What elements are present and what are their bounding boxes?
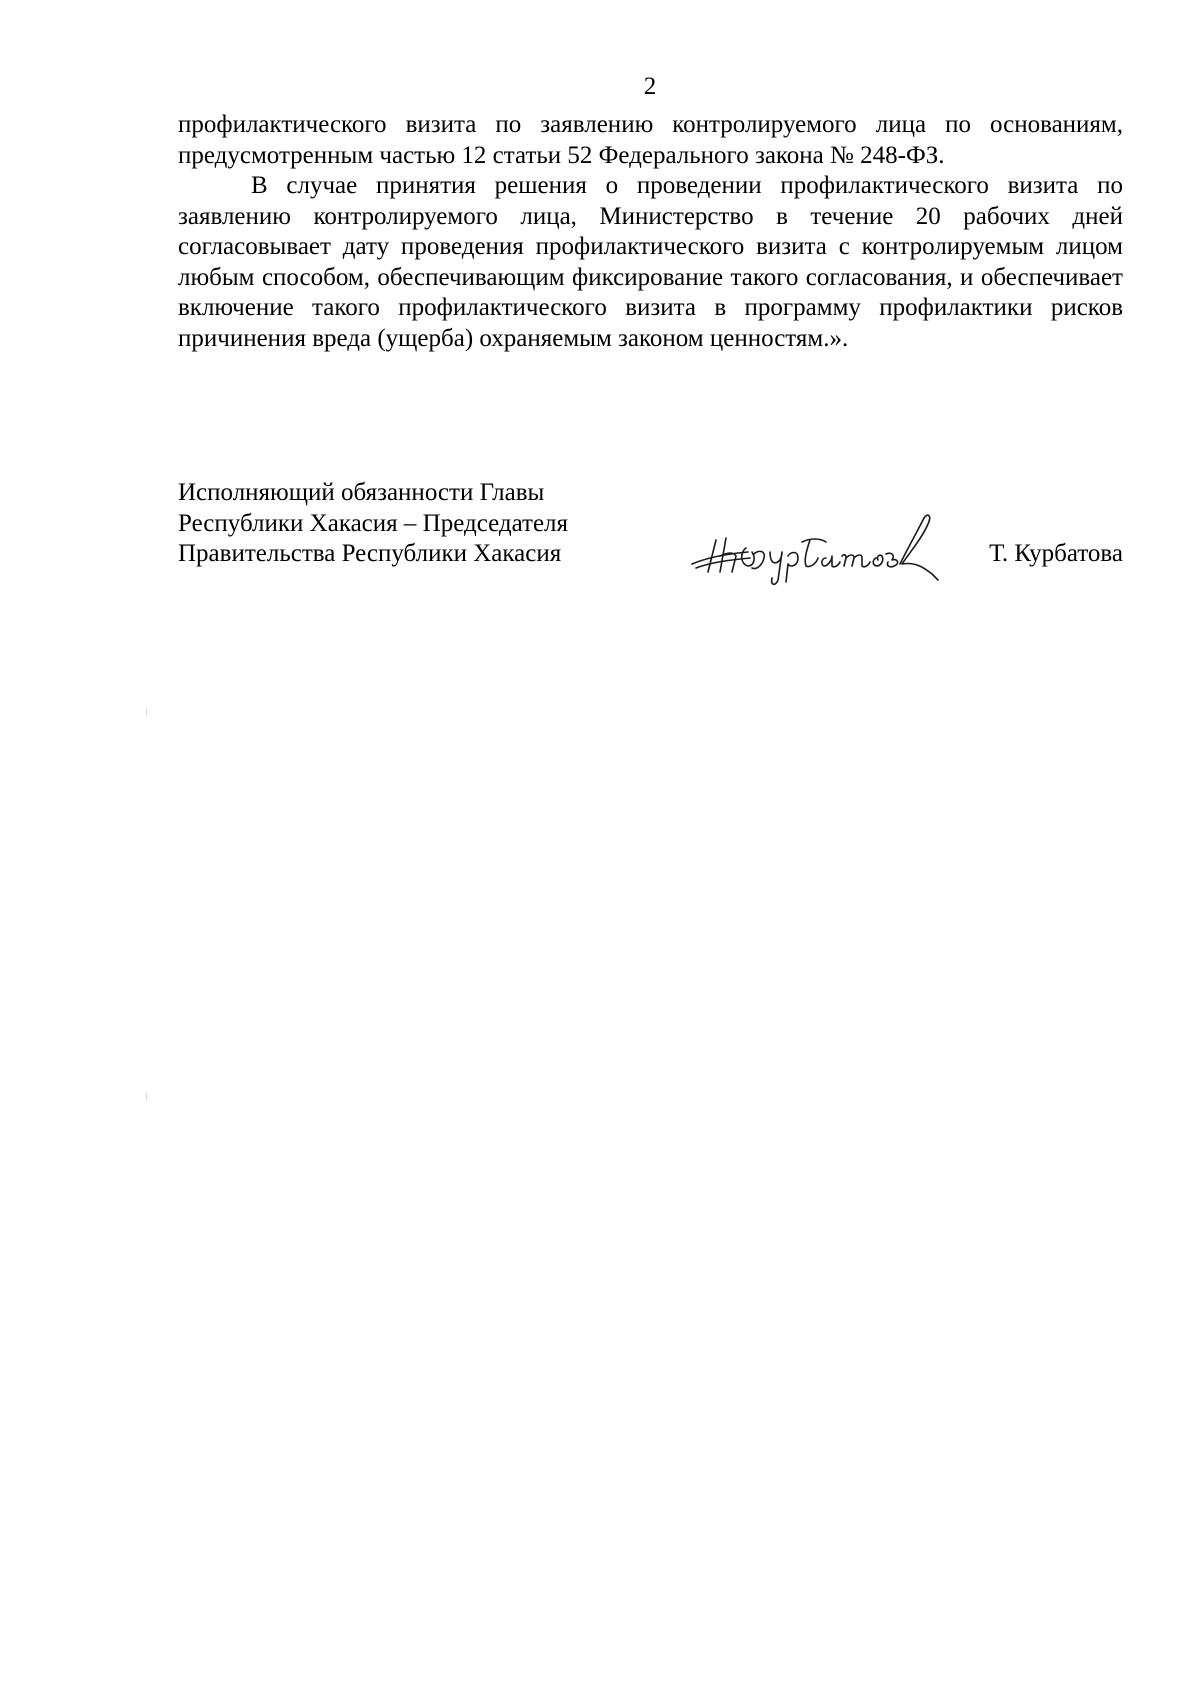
document-body bbox=[178, 110, 1123, 354]
signer-position-line: Республики Хакасия – Председателя bbox=[178, 509, 569, 537]
signer-position-line: Исполняющий обязанности Главы bbox=[178, 479, 545, 506]
signer-name: Т. Курбатова bbox=[989, 540, 1123, 567]
signature-block bbox=[178, 478, 1123, 598]
signer-position-line: Правительства Республики Хакасия bbox=[178, 540, 562, 567]
page-number: 2 bbox=[643, 73, 657, 100]
handwritten-signature bbox=[686, 508, 946, 588]
signer-position bbox=[178, 478, 568, 570]
paragraph-decision: В случае принятия решения о проведении профилактического визита по заявлению контролируемого лица, Министерство в течение 20 рабочих дней согласовывает дату проведения профилактического визита с контролируемым лицом любым способом, обеспечивающим фиксирование такого согласования, и обеспечивает включение такого профилактического визита в программу профилактики рисков причинения вреда (ущерба) охраняемым законом ценностям.». bbox=[178, 172, 1123, 352]
paragraph-continuation: профилактического визита по заявлению контролируемого лица по основаниям, предусмотренным частью 12 статьи 52 Федерального закона № 248-ФЗ. bbox=[178, 111, 1123, 169]
scan-artifact bbox=[146, 1093, 147, 1101]
scan-artifact bbox=[146, 708, 147, 716]
